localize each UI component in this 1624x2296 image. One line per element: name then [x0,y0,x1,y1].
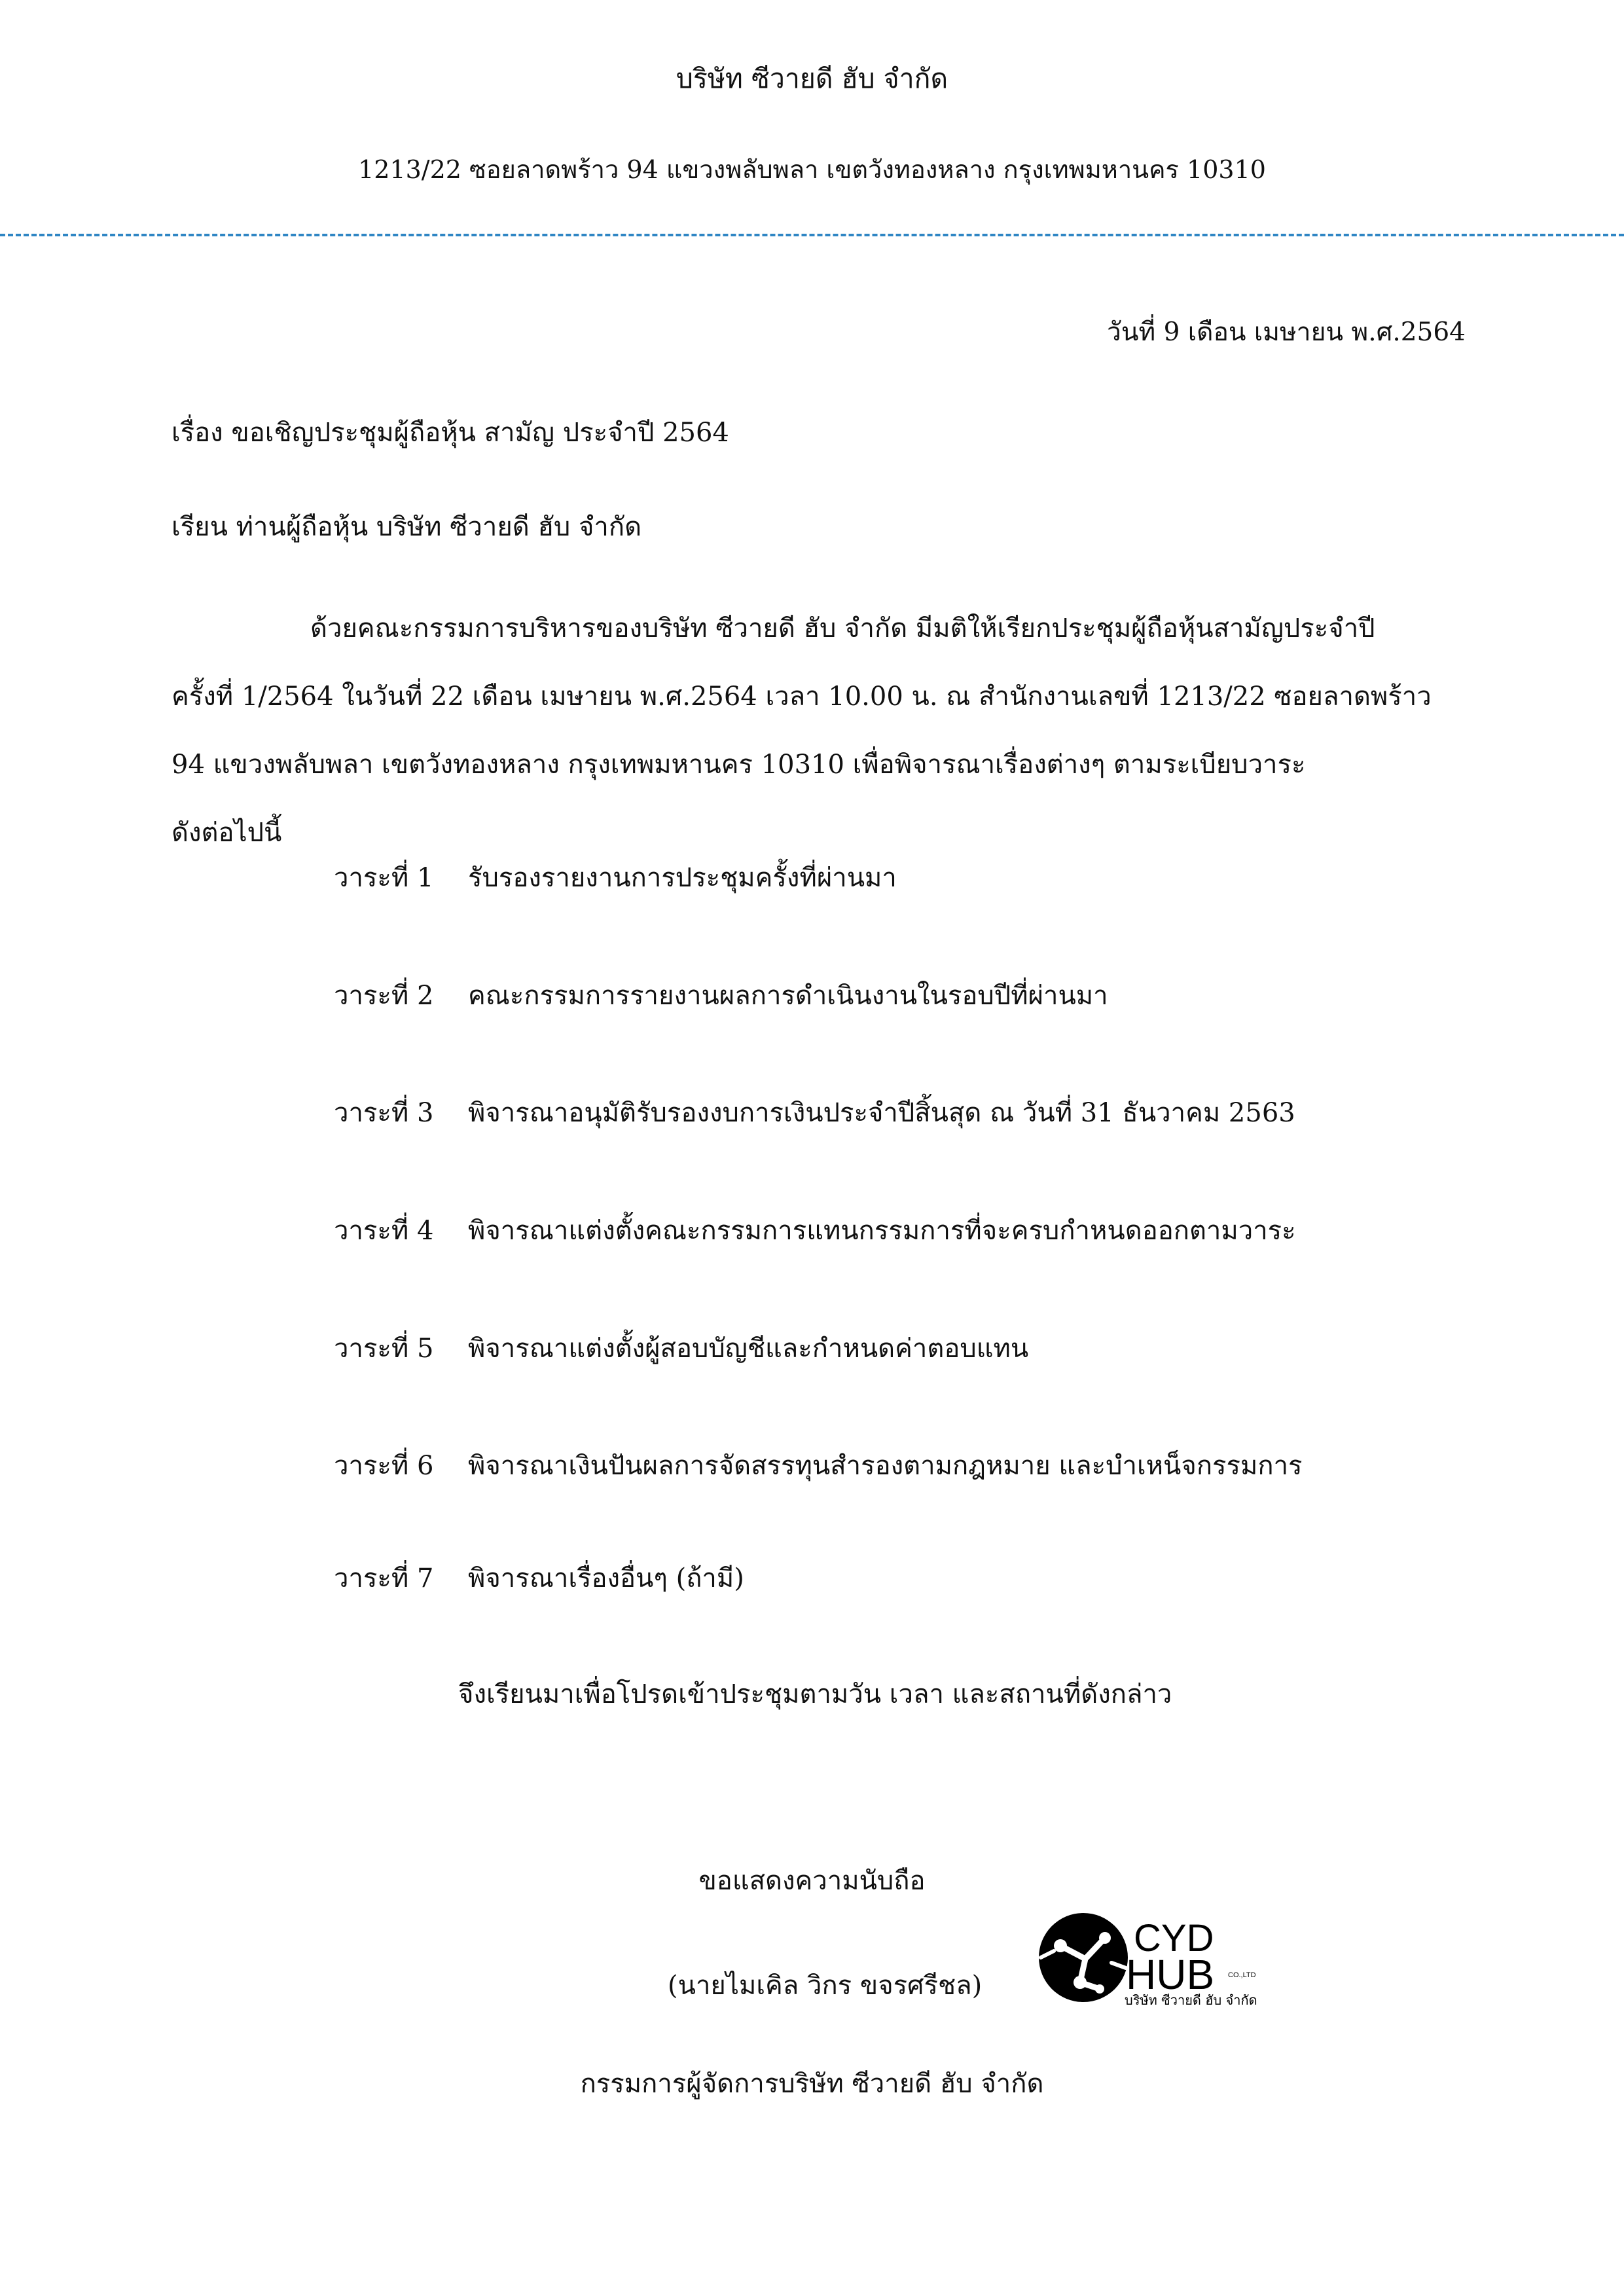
agenda-text: พิจารณาแต่งตั้งคณะกรรมการแทนกรรมการที่จะครบกำหนดออกตามวาระ [468,1216,1296,1246]
agenda-item-1 [334,856,897,898]
company-name: บริษัท ซีวายดี ฮับ จำกัด [676,63,948,94]
agenda-item-5 [334,1327,1028,1369]
agenda-item-3 [334,1091,1295,1133]
agenda-number: วาระที่ 4 [334,1216,434,1246]
header-separator [0,234,1624,236]
signer-name: (นายไมเคิล วิกร ขจรศรีชล) [668,1971,983,2001]
letter-body [171,594,1468,867]
regards: ขอแสดงความนับถือ [698,1866,926,1896]
agenda-text: พิจารณาเงินปันผลการจัดสรรทุนสำรองตามกฎหมาย และบำเหน็จกรรมการ [468,1451,1303,1481]
body-line-1: ด้วยคณะกรรมการบริหารของบริษัท ซีวายดี ฮับ จำกัด มีมติให้เรียกประชุมผู้ถือหุ้นสามัญประจำปี [310,613,1375,644]
agenda-item-2 [334,974,1108,1016]
letter-subject: เรื่อง ขอเชิญประชุมผู้ถือหุ้น สามัญ ประจำปี 2564 [171,418,729,448]
agenda-number: วาระที่ 5 [334,1334,434,1364]
agenda-text: พิจารณาเรื่องอื่นๆ (ถ้ามี) [468,1563,744,1594]
agenda-text: พิจารณาอนุมัติรับรองงบการเงินประจำปีสิ้นสุด ณ วันที่ 31 ธันวาคม 2563 [468,1098,1295,1128]
cyd-hub-logo-icon [1034,1912,1276,2010]
agenda-number: วาระที่ 2 [334,981,434,1011]
agenda-number: วาระที่ 6 [334,1451,434,1481]
agenda-text: รับรองรายงานการประชุมครั้งที่ผ่านมา [468,863,897,893]
agenda-text: พิจารณาแต่งตั้งผู้สอบบัญชีและกำหนดค่าตอบแทน [468,1334,1029,1364]
logo-text-hub: HUB [1126,1951,1215,1998]
agenda-item-7 [334,1557,744,1599]
letter-recipient: เรียน ท่านผู้ถือหุ้น บริษัท ซีวายดี ฮับ จำกัด [171,512,642,542]
letter-date: วันที่ 9 เดือน เมษายน พ.ศ.2564 [1106,318,1466,347]
agenda-text: คณะกรรมการรายงานผลการดำเนินงานในรอบปีที่ผ่านมา [468,981,1108,1011]
signer-position: กรรมการผู้จัดการบริษัท ซีวายดี ฮับ จำกัด [580,2069,1044,2099]
closing-sentence: จึงเรียนมาเพื่อโปรดเข้าประชุมตามวัน เวลา และสถานที่ดังกล่าว [458,1679,1172,1709]
body-line-3: 94 แขวงพลับพลา เขตวังทองหลาง กรุงเทพมหานคร 10310 เพื่อพิจารณาเรื่องต่างๆ ตามระเบียบวาระ [171,750,1306,780]
company-address: 1213/22 ซอยลาดพร้าว 94 แขวงพลับพลา เขตวังทองหลาง กรุงเทพมหานคร 10310 [358,155,1266,184]
logo-text-suffix: CO.,LTD [1228,1971,1256,1979]
logo-text-cyd: CYD [1134,1917,1214,1959]
agenda-item-6 [334,1444,1303,1486]
logo-caption: บริษัท ซีวายดี ฮับ จำกัด [1125,1992,1257,2008]
body-line-4: ดังต่อไปนี้ [171,818,282,848]
agenda-number: วาระที่ 1 [334,863,434,893]
agenda-item-4 [334,1209,1296,1251]
agenda-number: วาระที่ 7 [334,1563,434,1594]
agenda-number: วาระที่ 3 [334,1098,434,1128]
body-line-2: ครั้งที่ 1/2564 ในวันที่ 22 เดือน เมษายน พ.ศ.2564 เวลา 10.00 น. ณ สำนักงานเลขที่ 1213/22 ซอยลาดพร้าว [171,682,1432,712]
